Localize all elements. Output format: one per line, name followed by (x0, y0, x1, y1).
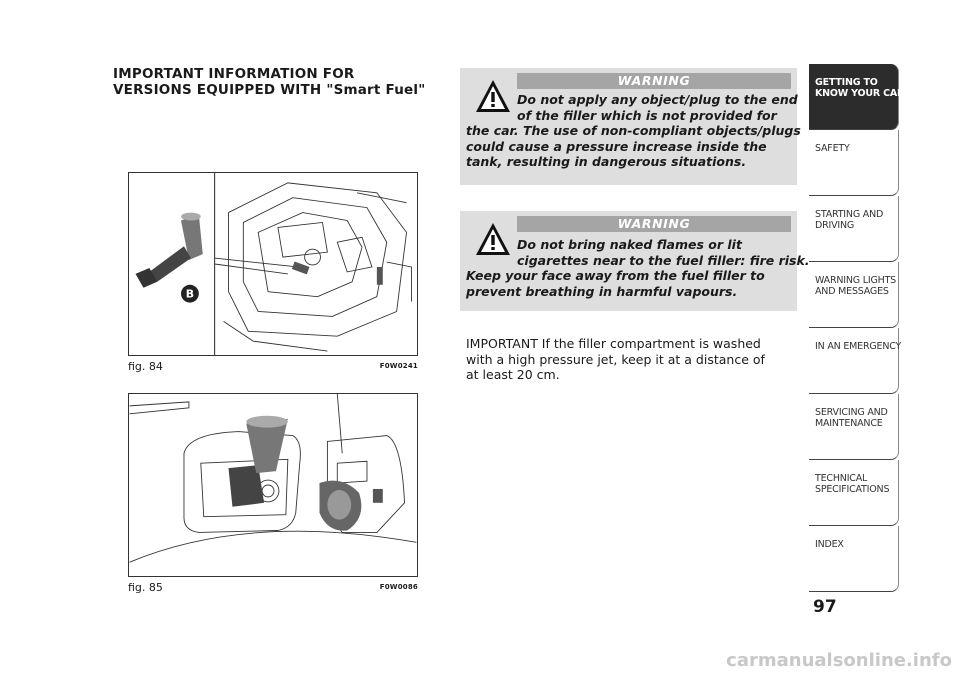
important-line-1: IMPORTANT If the filler compartment is washed (466, 336, 761, 351)
warning-2-line-1: Do not bring naked flames or lit (517, 237, 742, 252)
tab-label-line-2: MAINTENANCE (815, 418, 883, 429)
tab-technical-specifications[interactable] (809, 460, 899, 526)
warning-box-2 (460, 211, 810, 311)
figure-84-illustration (129, 173, 417, 355)
warning-triangle-icon (474, 78, 512, 114)
tab-warning-lights-and-messages[interactable] (809, 262, 899, 328)
tab-index[interactable] (809, 526, 899, 592)
warning-triangle-icon (474, 221, 512, 257)
watermark-text: carmanualsonline.info (726, 650, 952, 671)
warning-2-line-2: cigarettes near to the fuel filler: fire risk. (517, 252, 810, 268)
warning-box-1 (460, 68, 801, 185)
section-heading (113, 66, 453, 98)
important-line-3: at least 20 cm. (466, 367, 560, 382)
section-heading-line-2: VERSIONS EQUIPPED WITH "Smart Fuel" (113, 82, 426, 98)
tab-label-line-1: SAFETY (815, 143, 850, 154)
warning-1-title: WARNING (517, 73, 791, 89)
tab-label-line-2: SPECIFICATIONS (815, 484, 890, 495)
tab-label-line-1: STARTING AND (815, 209, 884, 220)
figure-85-image (128, 393, 418, 577)
filler-adapter-illustration (136, 213, 203, 288)
tab-label-line-1: IN AN EMERGENCY (815, 341, 902, 352)
warning-1-line-1: Do not apply any object/plug to the end (517, 92, 798, 107)
figure-85-illustration (129, 394, 417, 576)
figure-84-code: F0W0241 (379, 362, 418, 370)
important-note (466, 336, 786, 383)
tab-safety[interactable] (809, 130, 899, 196)
tab-label-line-2: AND MESSAGES (815, 286, 889, 297)
tab-servicing-and-maintenance[interactable] (809, 394, 899, 460)
important-line-2: with a high pressure jet, keep it at a distance of (466, 351, 765, 367)
tab-label-line-1: WARNING LIGHTS (815, 275, 897, 286)
figure-84-label: fig. 84 (128, 360, 163, 373)
warning-1-line-5: tank, resulting in dangerous situations. (466, 154, 747, 169)
tab-label-line-1: GETTING TO (815, 77, 878, 88)
section-heading-line-1: IMPORTANT INFORMATION FOR (113, 66, 355, 82)
tab-starting-and-driving[interactable] (809, 196, 899, 262)
figure-84-image (128, 172, 418, 356)
tab-label-line-1: SERVICING AND (815, 407, 888, 418)
figure-85-code: F0W0086 (379, 583, 418, 591)
warning-1-line-2: of the filler which is not provided for (517, 107, 777, 123)
tab-label-line-2: DRIVING (815, 220, 855, 231)
tab-getting-to-know-your-car[interactable] (809, 64, 905, 130)
figure-85-label: fig. 85 (128, 581, 163, 594)
chapter-sidebar (809, 64, 905, 592)
page-number: 97 (813, 597, 837, 617)
warning-2-title: WARNING (517, 216, 791, 232)
tab-label-line-2: KNOW YOUR CAR (815, 88, 905, 99)
warning-1-line-4: could cause a pressure increase inside the (466, 138, 767, 154)
callout-b: B (185, 287, 195, 301)
warning-2-line-3: Keep your face away from the fuel filler to (466, 268, 765, 283)
tab-in-an-emergency[interactable] (809, 328, 902, 394)
warning-2-line-4: prevent breathing in harmful vapours. (466, 283, 738, 299)
tab-label-line-1: TECHNICAL (815, 473, 868, 484)
warning-1-line-3: the car. The use of non-compliant objects/plugs (466, 123, 801, 138)
tab-label-line-1: INDEX (815, 539, 844, 550)
